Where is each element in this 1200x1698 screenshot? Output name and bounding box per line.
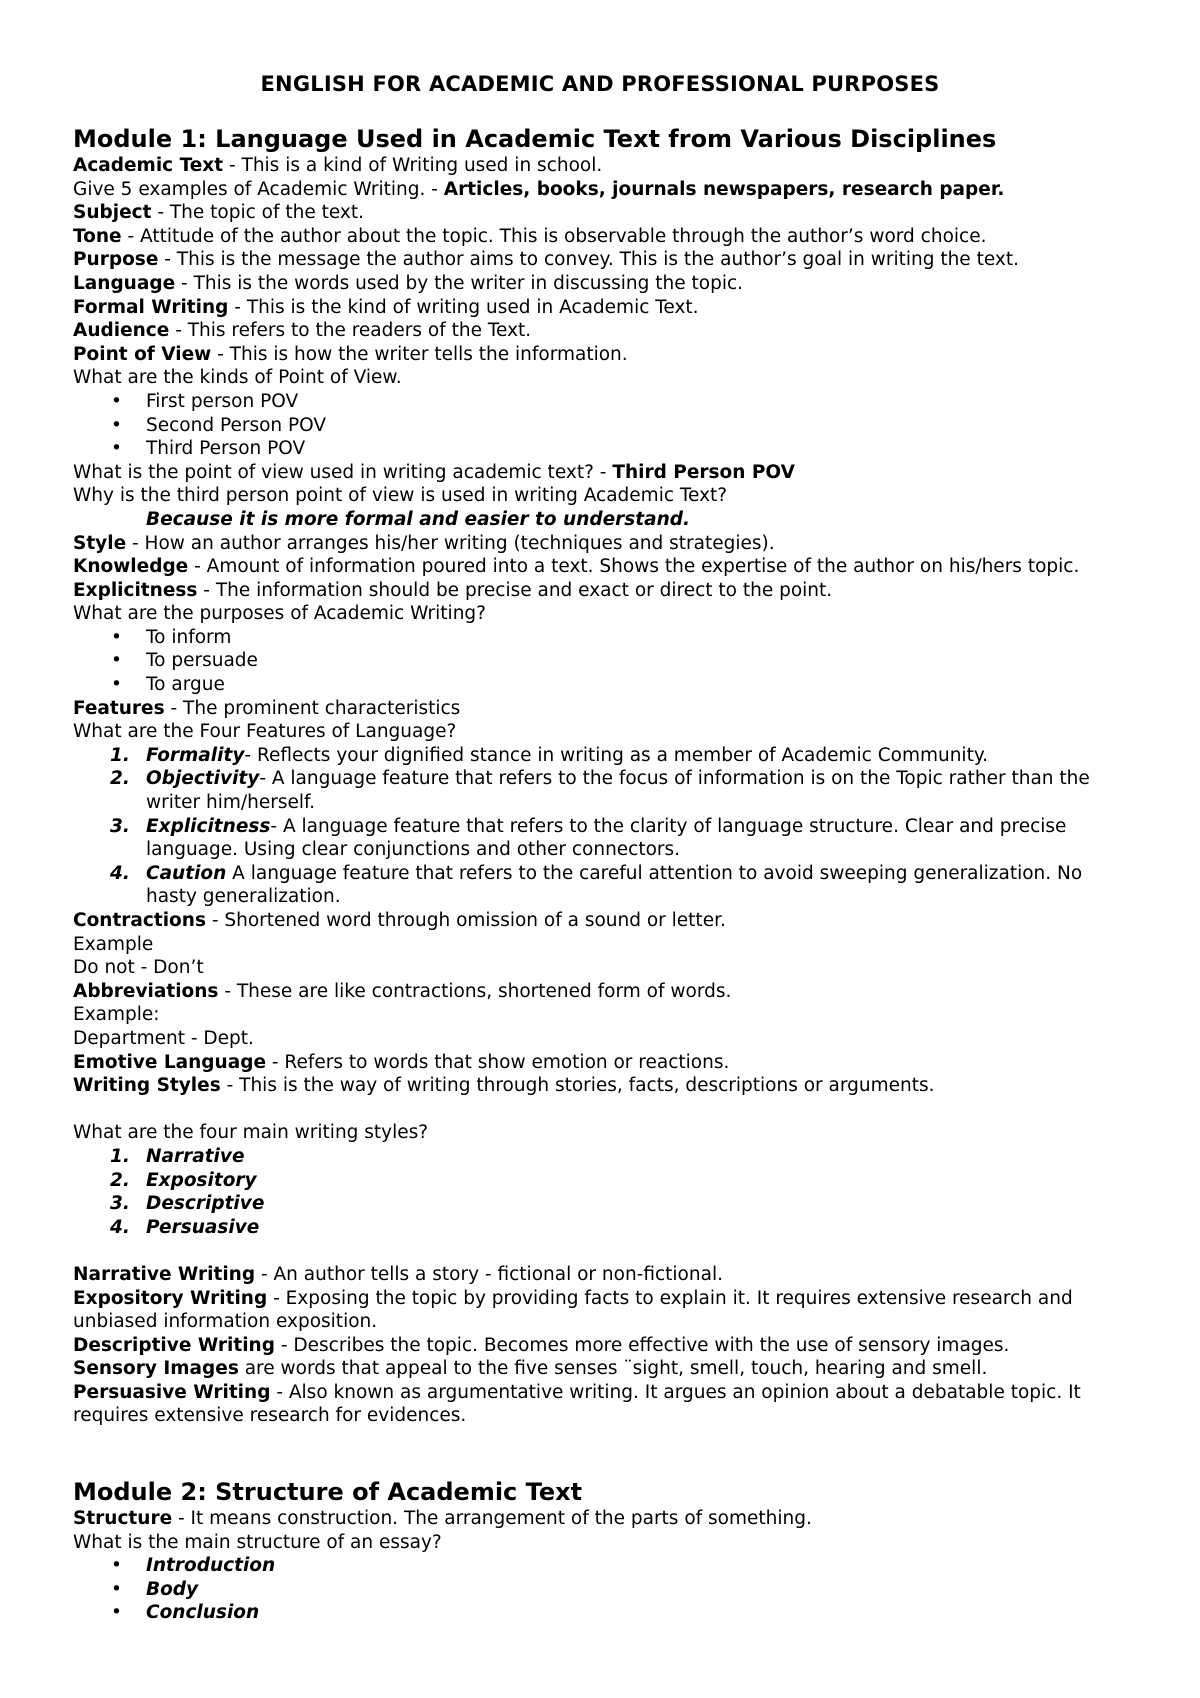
bullet-icon: • [111, 626, 122, 648]
module2-section [73, 1477, 1133, 1625]
list-item: • Conclusion [111, 1602, 260, 1624]
module2-heading: Module 2: Structure of Academic Text [73, 1478, 583, 1506]
list-item: • Introduction [111, 1555, 276, 1577]
question-pov-used: What is the point of view used in writing academic text? - Third Person POV [73, 461, 795, 483]
definition-formal-writing: Formal Writing - This is the kind of writing used in Academic Text. [73, 296, 699, 318]
definition-writing-styles: Writing Styles - This is the way of writing through stories, facts, descriptions or arguments. [73, 1075, 935, 1097]
example-label: Example: [73, 1004, 160, 1026]
bullet-icon: • [111, 390, 122, 412]
list-item: • To inform [111, 626, 232, 648]
list-item: • Body [111, 1578, 199, 1600]
pov-list [73, 390, 1133, 461]
definition-narrative-writing: Narrative Writing - An author tells a story - fictional or non-fictional. [73, 1263, 723, 1285]
example-contraction: Do not - Don’t [73, 957, 204, 979]
definition-knowledge: Knowledge - Amount of information poured into a text. Shows the expertise of the author on his/hers topic. [73, 556, 1080, 578]
features-list [73, 744, 1133, 909]
list-item: • First person POV [111, 390, 299, 412]
writing-styles-list [73, 1145, 1133, 1239]
bullet-icon: • [111, 650, 122, 672]
definition-style: Style - How an author arranges his/her writing (techniques and strategies). [73, 532, 775, 554]
question-four-features: What are the Four Features of Language? [73, 721, 457, 743]
definition-abbreviations: Abbreviations - These are like contractions, shortened form of words. [73, 980, 732, 1002]
list-item: 3. Explicitness- A language feature that refers to the clarity of language structure. Clear and precise language. Using clear conjunctions and other connectors. [110, 815, 1067, 861]
essay-structure-list [73, 1554, 1133, 1625]
definition-purpose: Purpose - This is the message the author aims to convey. This is the author’s goal in writing the text. [73, 249, 1019, 271]
definition-emotive-language: Emotive Language - Refers to words that show emotion or reactions. [73, 1051, 730, 1073]
list-item: 1. Formality- Reflects your dignified stance in writing as a member of Academic Community. [110, 744, 989, 766]
definition-structure: Structure - It means construction. The arrangement of the parts of something. [73, 1508, 812, 1529]
list-item: 2. Objectivity- A language feature that refers to the focus of information is on the Topic rather than the writer him/herself. [110, 768, 1090, 814]
list-item: • To argue [111, 674, 225, 696]
definition-language: Language - This is the words used by the writer in discussing the topic. [73, 272, 744, 294]
document-title: ENGLISH FOR ACADEMIC AND PROFESSIONAL PURPOSES [260, 72, 940, 96]
definition-academic-text: Academic Text - This is a kind of Writing used in school. [73, 155, 603, 176]
definition-explicitness: Explicitness - The information should be precise and exact or direct to the point. [73, 579, 833, 601]
example-label: Example [73, 933, 154, 955]
example-abbreviation: Department - Dept. [73, 1027, 254, 1049]
bullet-icon: • [111, 438, 122, 460]
bullet-icon: • [111, 674, 122, 696]
bullet-icon: • [111, 414, 122, 436]
definition-contractions: Contractions - Shortened word through omission of a sound or letter. [73, 910, 726, 931]
module1-section [73, 124, 1133, 1428]
definition-audience: Audience - This refers to the readers of the Text. [73, 320, 532, 342]
list-item: 1. Narrative [110, 1145, 245, 1167]
list-item: • Third Person POV [111, 438, 306, 460]
definition-expository-writing: Expository Writing - Exposing the topic by providing facts to explain it. It requires extensive research and unbiased information exposition. [73, 1287, 1073, 1333]
list-item: • To persuade [111, 650, 258, 672]
list-item: 4. Persuasive [110, 1216, 260, 1238]
definition-features: Features - The prominent characteristics [73, 697, 461, 719]
question-kinds-pov: What are the kinds of Point of View. [73, 367, 402, 389]
list-item: 3. Descriptive [110, 1193, 265, 1215]
list-item: 4. Caution A language feature that refers to the careful attention to avoid sweeping generalization. No hasty generalization. [110, 862, 1083, 908]
question-why-third-person: Why is the third person point of view is used in writing Academic Text? [73, 485, 728, 507]
module1-heading: Module 1: Language Used in Academic Text from Various Disciplines [73, 125, 997, 153]
bullet-icon: • [111, 1578, 122, 1600]
definition-point-of-view: Point of View - This is how the writer tells the information. [73, 343, 628, 365]
answer-why-third-person: Because it is more formal and easier to understand. [146, 508, 691, 530]
bullet-icon: • [111, 1602, 122, 1624]
question-purposes: What are the purposes of Academic Writing? [73, 603, 486, 625]
question-essay-structure: What is the main structure of an essay? [73, 1531, 442, 1553]
definition-tone: Tone - Attitude of the author about the topic. This is observable through the author’s word choice. [73, 225, 987, 247]
purposes-list [73, 626, 1133, 697]
definition-persuasive-writing: Persuasive Writing - Also known as argumentative writing. It argues an opinion about a debatable topic. It requires extensive research for evidences. [73, 1381, 1081, 1427]
definition-descriptive-writing: Descriptive Writing - Describes the topic. Becomes more effective with the use of sensory images. [73, 1334, 1010, 1356]
definition-subject: Subject - The topic of the text. [73, 202, 365, 224]
list-item: 2. Expository [110, 1169, 257, 1191]
bullet-icon: • [111, 1555, 122, 1577]
question-writing-styles: What are the four main writing styles? [73, 1122, 429, 1144]
definition-sensory-images: Sensory Images are words that appeal to the five senses ¨sight, smell, touch, hearing and smell. [73, 1358, 988, 1380]
question-give-examples: Give 5 examples of Academic Writing. - Articles, books, journals newspapers, research paper. [73, 178, 1005, 200]
list-item: • Second Person POV [111, 414, 327, 436]
